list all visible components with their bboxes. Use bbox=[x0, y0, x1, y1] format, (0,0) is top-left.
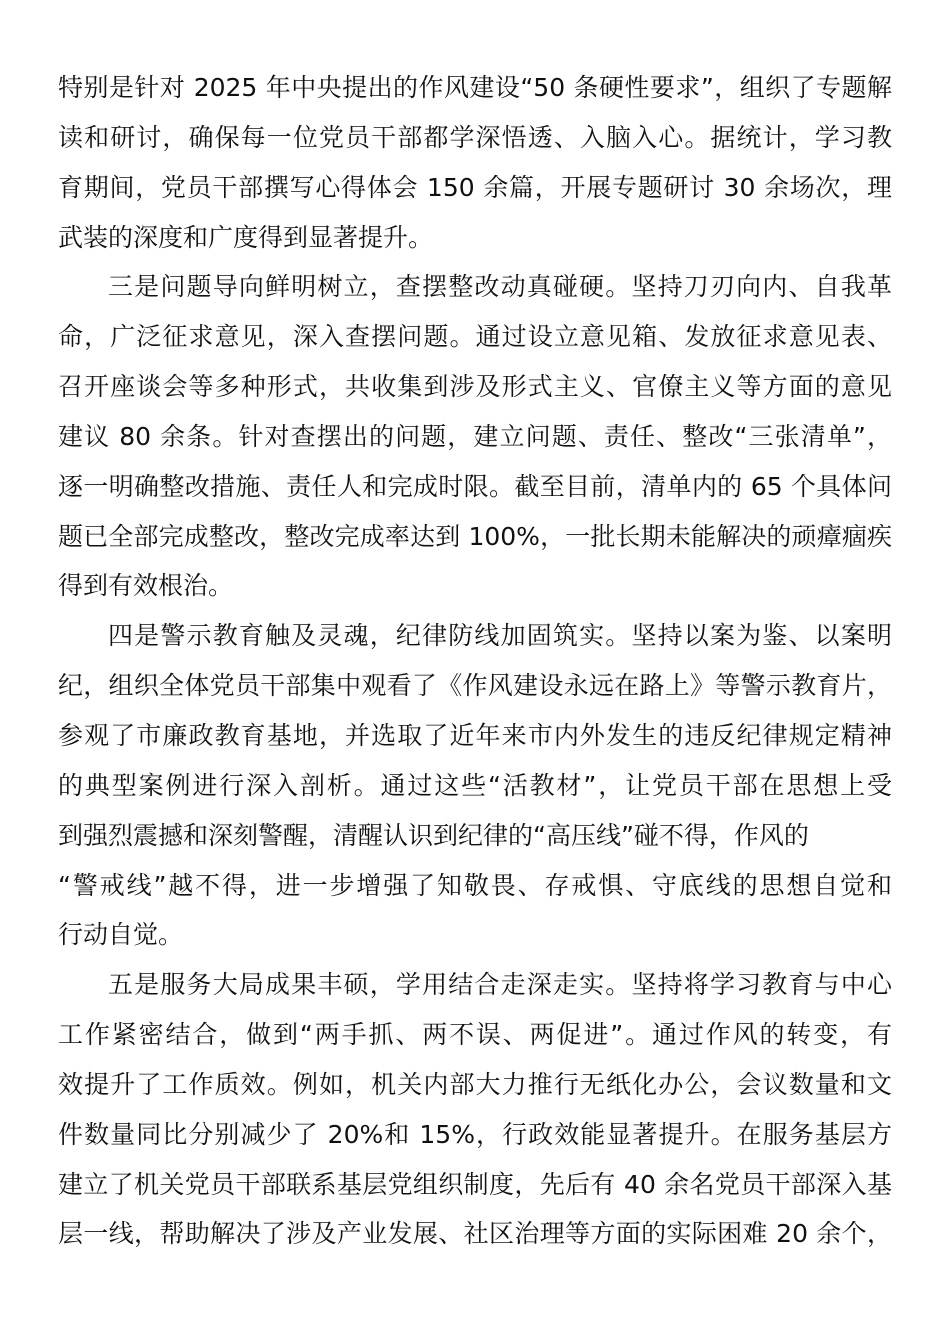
text-line: 逐一明确整改措施、责任人和完成时限。截至目前，清单内的 65 个具体问 bbox=[58, 471, 892, 501]
text-line: 五是服务大局成果丰硕，学用结合走深走实。坚持将学习教育与中心 bbox=[108, 970, 892, 1000]
text-line: 四是警示教育触及灵魂，纪律防线加固筑实。坚持以案为鉴、以案明 bbox=[108, 621, 892, 651]
text-line: 读和研讨，确保每一位党员干部都学深悟透、入脑入心。据统计，学习教 bbox=[58, 122, 892, 152]
text-line: 召开座谈会等多种形式，共收集到涉及形式主义、官僚主义等方面的意见 bbox=[58, 372, 892, 402]
document-page bbox=[58, 63, 892, 1259]
text-line: 建议 80 余条。针对查摆出的问题，建立问题、责任、整改“三张清单”， bbox=[58, 421, 892, 451]
text-line: 得到有效根治。 bbox=[58, 571, 234, 601]
text-line: 三是问题导向鲜明树立，查摆整改动真碰硬。坚持刀刃向内、自我革 bbox=[108, 272, 892, 302]
text-line: “警戒线”越不得，进一步增强了知敬畏、存戒惧、守底线的思想自觉和 bbox=[58, 870, 892, 900]
text-line: 题已全部完成整改，整改完成率达到 100%，一批长期未能解决的顽瘴痼疾 bbox=[58, 521, 892, 551]
text-line: 纪，组织全体党员干部集中观看了《作风建设永远在路上》等警示教育片， bbox=[58, 671, 892, 701]
text-line: 行动自觉。 bbox=[58, 920, 184, 950]
text-line: 工作紧密结合，做到“两手抓、两不误、两促进”。通过作风的转变，有 bbox=[58, 1020, 892, 1050]
text-line: 特别是针对 2025 年中央提出的作风建设“50 条硬性要求”，组织了专题解 bbox=[58, 73, 892, 102]
text-line: 层一线，帮助解决了涉及产业发展、社区治理等方面的实际困难 20 余个， bbox=[58, 1219, 892, 1249]
text-line: 武装的深度和广度得到显著提升。 bbox=[58, 222, 434, 252]
text-line: 命，广泛征求意见，深入查摆问题。通过设立意见箱、发放征求意见表、 bbox=[58, 322, 892, 352]
text-line: 件数量同比分别减少了 20%和 15%，行政效能显著提升。在服务基层方 bbox=[58, 1119, 892, 1149]
text-line: 育期间，党员干部撰写心得体会 150 余篇，开展专题研讨 30 余场次，理 bbox=[58, 172, 892, 202]
text-line: 建立了机关党员干部联系基层党组织制度，先后有 40 余名党员干部深入基 bbox=[58, 1169, 892, 1199]
text-line: 的典型案例进行深入剖析。通过这些“活教材”，让党员干部在思想上受 bbox=[58, 770, 892, 800]
text-line: 参观了市廉政教育基地，并选取了近年来市内外发生的违反纪律规定精神 bbox=[58, 720, 892, 750]
text-line: 效提升了工作质效。例如，机关内部大力推行无纸化办公，会议数量和文 bbox=[58, 1069, 892, 1099]
text-line: 到强烈震撼和深刻警醒，清醒认识到纪律的“高压线”碰不得，作风的 bbox=[58, 820, 809, 850]
